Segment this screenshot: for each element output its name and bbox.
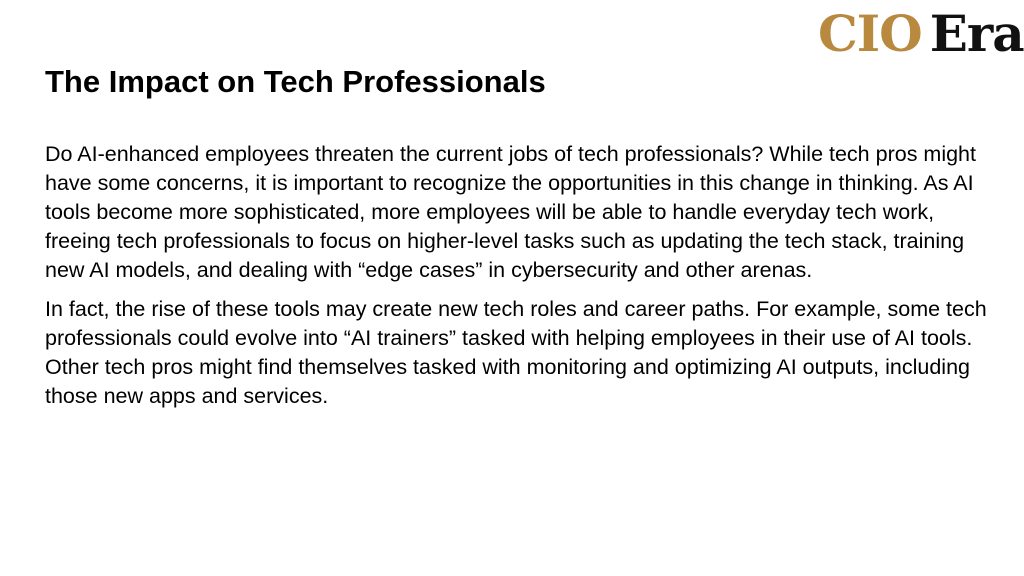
paragraph-new-roles: In fact, the rise of these tools may create new tech roles and career paths. For example, some tech professionals could evolve into “AI trainers” tasked with helping employees in their use of AI tools. Other tech pros might find themselves tasked with monitoring and optimizing AI outputs, including those new apps and services.	[45, 297, 987, 408]
body-text	[45, 140, 990, 421]
logo-cio-text: CIO	[818, 4, 922, 63]
paragraph-intro: Do AI-enhanced employees threaten the current jobs of tech professionals? While tech pros might have some concerns, it is important to recognize the opportunities in this change in thinking. As AI tools become more sophisticated, more employees will be able to handle everyday tech work, freeing tech professionals to focus on higher-level tasks such as updating the tech stack, training new AI models, and dealing with “edge cases” in cybersecurity and other arenas.	[45, 142, 976, 282]
logo-era-text: Era	[929, 4, 1024, 63]
page-title: The Impact on Tech Professionals	[45, 64, 546, 99]
cioera-logo	[818, 4, 1024, 64]
